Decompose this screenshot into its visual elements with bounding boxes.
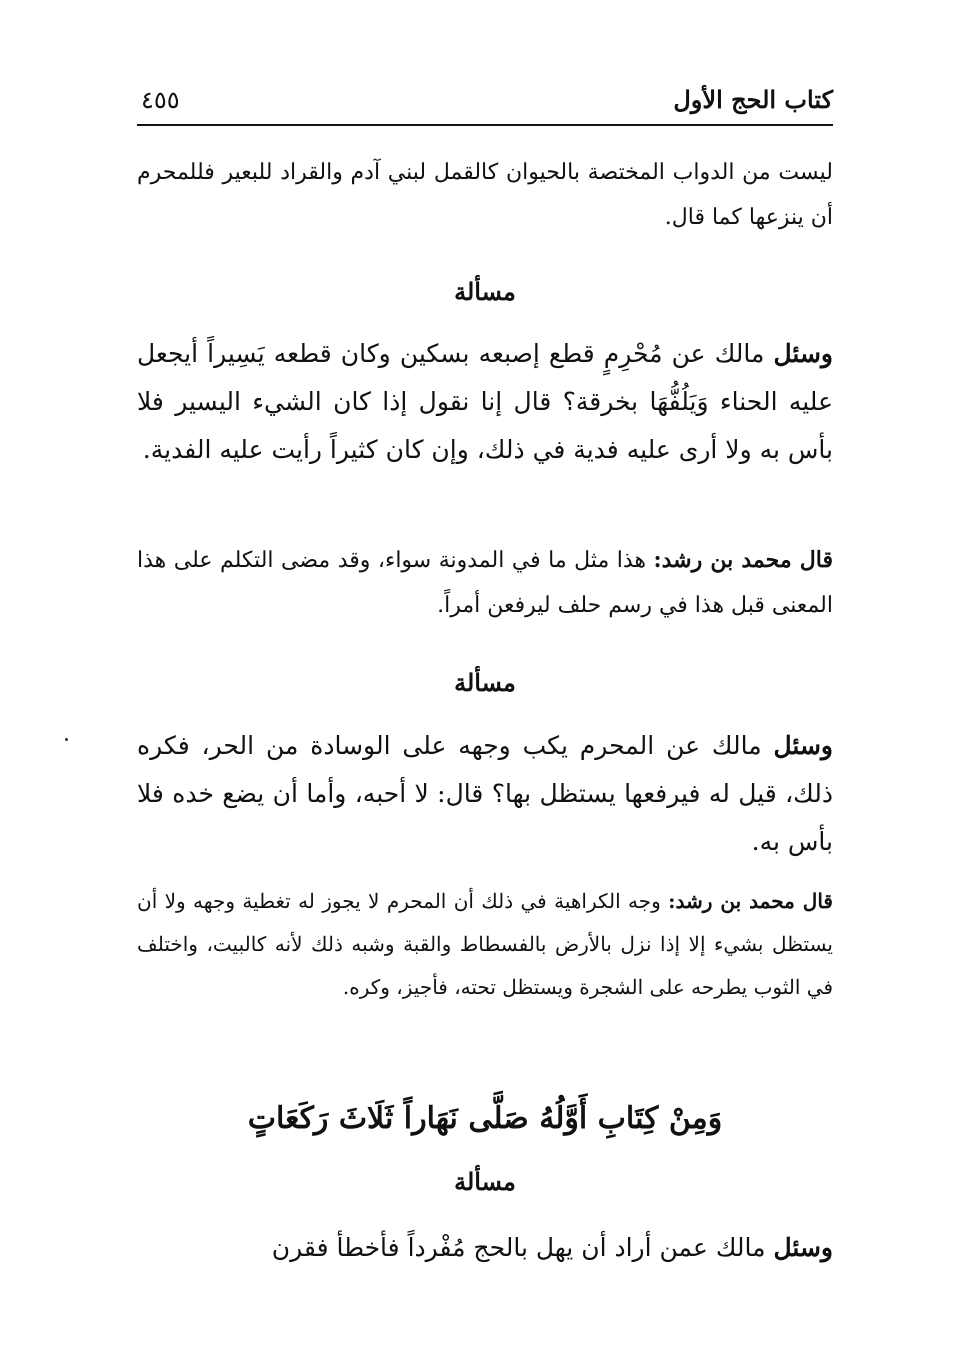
paragraph-continuation bbox=[137, 150, 833, 240]
page-number: ٤٥٥ bbox=[141, 86, 180, 114]
question-lead: وسئل bbox=[773, 731, 833, 760]
commentary-lead: قال محمد بن رشد: bbox=[668, 889, 833, 913]
question-paragraph bbox=[137, 330, 833, 474]
commentary-paragraph bbox=[137, 880, 833, 1009]
question-paragraph bbox=[137, 1224, 833, 1272]
question-lead: وسئل bbox=[773, 1233, 833, 1262]
commentary-text: هذا مثل ما في المدونة سواء، وقد مضى التكلم على هذا المعنى قبل هذا في رسم حلف ليرفعن أمراً. bbox=[137, 548, 833, 618]
scan-speck bbox=[65, 738, 68, 741]
question-paragraph bbox=[137, 722, 833, 866]
paragraph-text: ليست من الدواب المختصة بالحيوان كالقمل لبني آدم والقراد للبعير فللمحرم أن ينزعها كما قال. bbox=[137, 160, 833, 230]
commentary-lead: قال محمد بن رشد: bbox=[653, 547, 833, 573]
running-title: كتاب الحج الأول bbox=[673, 85, 833, 114]
chapter-title: وَمِنْ كِتَابِ أَوَّلُهُ صَلَّى نَهَاراً ثَلَاثَ رَكَعَاتٍ bbox=[247, 1101, 723, 1136]
commentary-paragraph bbox=[137, 538, 833, 628]
question-text: مالك عن مُحْرِمٍ قطع إصبعه بسكين وكان قطعه يَسِيراً أيجعل عليه الحناء وَيَلُفُّهَا بخرقة؟ قال إنا نقول إذا كان الشيء اليسير فلا بأس به ولا أرى عليه فدية في ذلك، وإن كان كثيراً رأيت عليه الفدية. bbox=[137, 339, 833, 464]
question-text: مالك عمن أراد أن يهل بالحج مُفْرداً فأخطأ فقرن bbox=[271, 1233, 774, 1262]
section-heading: مسألة bbox=[454, 1167, 516, 1196]
question-text: مالك عن المحرم يكب وجهه على الوسادة من الحر، فكره ذلك، قيل له فيرفعها يستظل بها؟ قال: لا أحبه، وأما أن يضع خده فلا بأس به. bbox=[137, 731, 833, 856]
section-heading: مسألة bbox=[454, 277, 516, 306]
section-heading: مسألة bbox=[454, 668, 516, 697]
page-header bbox=[137, 84, 833, 126]
commentary-text: وجه الكراهية في ذلك أن المحرم لا يجوز له تغطية وجهه ولا أن يستظل بشيء إلا إذا نزل بالأرض بالفسطاط والقبة وشبه ذلك لأنه كالبيت، واختلف في الثوب يطرحه على الشجرة ويستظل تحته، فأجيز، وكره. bbox=[137, 889, 833, 999]
question-lead: وسئل bbox=[773, 339, 833, 368]
